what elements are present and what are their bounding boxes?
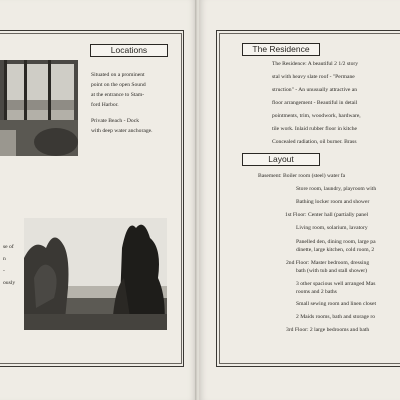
layout-line-9: bath (with tub and stall shower) [296,268,367,274]
layout-line-1: Basement: Boiler room (steel) water fa [258,173,346,179]
location-line-3: at the entrance to Stam- [91,92,145,98]
right-page [200,0,400,400]
cutoff-fragment-4: ously [3,280,16,286]
location-line-2: point on the open Sound [91,82,146,88]
layout-line-3: Bathing locker room and shower [296,199,370,205]
location-line-5: Private Beach - Dock [91,118,139,124]
residence-line-5: pointments, trim, woodwork, hardware, [272,113,361,119]
layout-heading [242,153,320,166]
residence-line-3: struction" - An unusually attractive an [272,87,358,93]
residence-line-4: floor arrangement - Beautiful in detail [272,100,358,106]
residence-heading-text: The Residence [252,44,310,54]
residence-line-1: The Residence: A beautiful 2 1/2 story [272,61,359,67]
layout-line-6: Panelled den, dining room, large pa [296,239,376,245]
layout-line-5: Living room, solarium, lavatory [296,225,368,231]
waterfront-trees-photo [24,218,167,330]
layout-line-11: rooms and 2 baths [296,289,337,295]
location-line-1: Situated on a prominent [91,72,145,78]
layout-heading-text: Layout [268,154,294,164]
layout-line-13: 2 Maids rooms, bath and storage ro [296,314,376,320]
cutoff-fragment-2: n [3,256,6,262]
layout-line-4: 1st Floor: Center hall (partially panel [285,212,369,218]
window-view-photo [0,60,78,156]
residence-heading [242,43,320,56]
layout-line-7: dinette, large kitchen, cold room, 2 [296,247,375,253]
layout-line-2: Store room, laundry, playroom with [296,186,377,192]
cutoff-fragment-1: se of [3,244,14,250]
layout-line-10: 3 other spacious well arranged Mas [296,281,376,287]
residence-line-2: stal with heavy slate roof - "Permane [272,74,355,80]
locations-heading-text: Locations [110,45,148,55]
layout-line-14: 3rd Floor: 2 large bedrooms and bath [286,327,370,333]
residence-line-6: tile work. Inlaid rubber floor in kitche [272,126,357,132]
location-line-4: ford Harbor. [91,102,119,108]
cutoff-fragment-3: - [3,268,5,274]
residence-line-7: Concealed radiation, oil burner. Brass [272,139,357,145]
layout-line-12: Small sewing room and linen closet [296,301,377,307]
left-page [0,0,196,400]
location-line-6: with deep water anchorage. [91,128,153,134]
layout-line-8: 2nd Floor: Master bedroom, dressing [286,260,370,266]
locations-heading [90,44,168,57]
